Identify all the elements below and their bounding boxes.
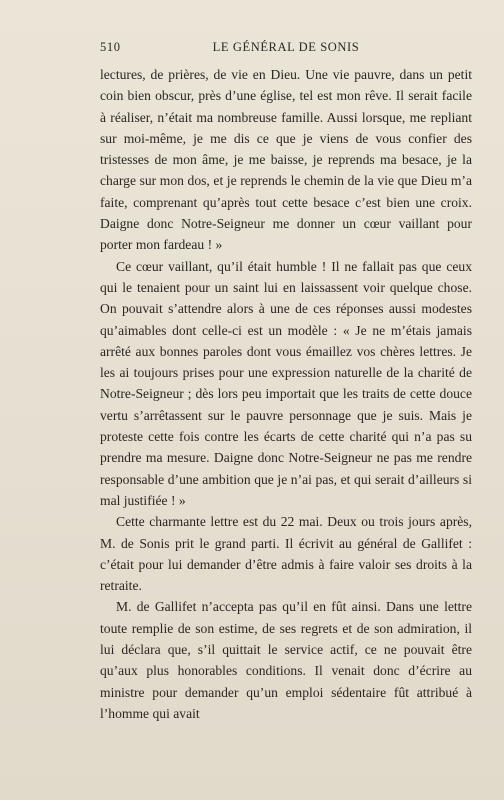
running-header bbox=[100, 40, 472, 56]
paragraph: M. de Gallifet n’accepta pas qu’il en fût ainsi. Dans une lettre toute remplie de son estime, de ses regrets et de son admiration, il lui déclara que, s’il quittait le service actif, ce ne pouvait être qu’aux plus honorables conditions. Il venait donc d’écrire au ministre pour demander qu’un emploi sédentaire fût attribué à l’homme qui avait bbox=[100, 599, 472, 721]
paragraph: Ce cœur vaillant, qu’il était humble ! Il ne fallait pas que ceux qui le tenaient pour un saint lui en laissassent voir quelque chose. On pouvait s’attendre alors à une de ces réponses aussi modestes qu’aimables dont celle-ci est un modèle : « Je ne m’étais jamais arrêté aux bonnes paroles dont vous émaillez vos chères lettres. Je les ai toujours prises pour une expression naturelle de la charité de Notre-Seigneur ; dès lors peu importait que les traits de cette douce vertu s’arrêtassent sur le pauvre personnage que je suis. Mais je proteste cette fois contre les écarts de cette charité qui n’a pas su prendre ma mesure. Daigne donc Notre-Seigneur ne pas me rendre responsable d’une ambition que je n’ai pas, et qui serait d’ailleurs si mal justifiée ! » bbox=[100, 258, 472, 508]
page-body bbox=[100, 64, 472, 724]
page-number: 510 bbox=[100, 40, 121, 54]
running-title: LE GÉNÉRAL DE SONIS bbox=[212, 40, 360, 54]
paragraph-continued: lectures, de prières, de vie en Dieu. Une vie pauvre, dans un petit coin bien obscur, près d’une église, tel est mon rêve. Il serait facile à réaliser, n’était ma nombreuse famille. Aussi lorsque, me repliant sur moi-même, je me dis ce que je viens de vous confier des tristesses de mon âme, je me baisse, je reprends ma besace, je la charge sur mon dos, et je reprends le chemin de la vie que Dieu m’a faite, comprenant qu’après tout cette besace c’est bien une croix. Daigne donc Notre-Seigneur me donner un cœur vaillant pour porter mon fardeau ! » bbox=[100, 67, 472, 253]
paragraph: Cette charmante lettre est du 22 mai. Deux ou trois jours après, M. de Sonis prit le grand parti. Il écrivit au général de Gallifet : c’était pour lui demander d’être admis à faire valoir ses droits à la retraite. bbox=[100, 514, 472, 594]
